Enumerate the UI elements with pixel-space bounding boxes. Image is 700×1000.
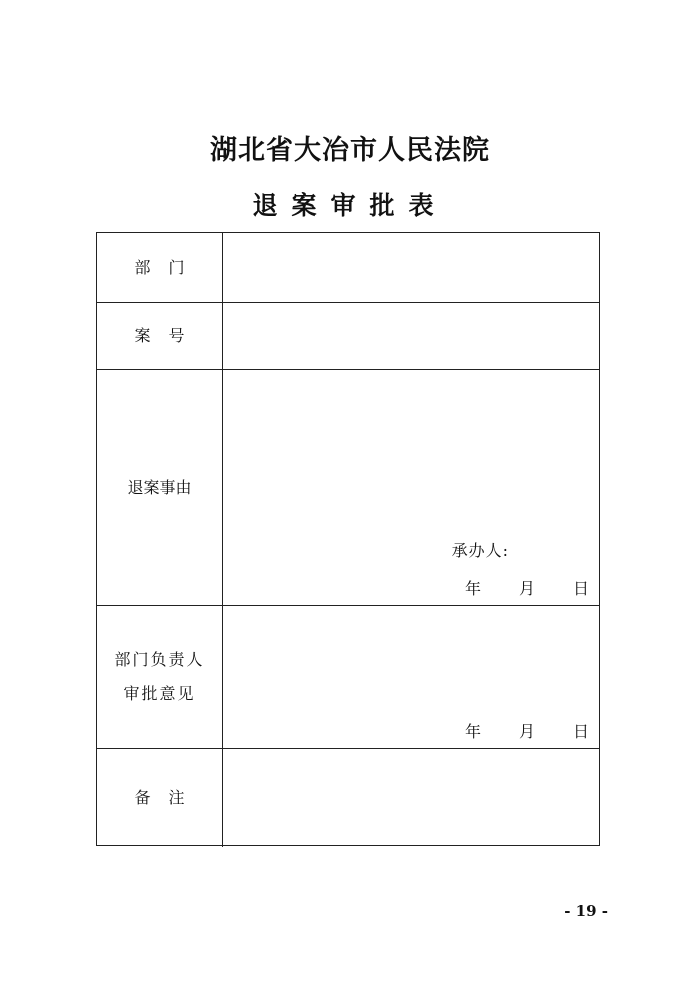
row-approval (97, 606, 599, 749)
approval-label-line2: 审批意见 (123, 684, 196, 703)
approval-date-day: 日 (572, 722, 589, 741)
page-number: - 19 - (564, 902, 608, 920)
reason-date-line (465, 576, 589, 599)
row-case-number (97, 303, 599, 370)
approval-date-month: 月 (518, 722, 535, 741)
case-number-label: 案号 (97, 303, 223, 369)
row-reason (97, 370, 599, 606)
department-label: 部门 (97, 233, 223, 302)
remarks-value-cell[interactable] (223, 749, 599, 847)
approval-value-cell[interactable] (223, 606, 599, 748)
reason-value-cell[interactable] (223, 370, 599, 605)
reason-date-day: 日 (572, 579, 589, 598)
approval-date-year: 年 (464, 722, 481, 741)
reason-date-year: 年 (464, 579, 481, 598)
approval-date-line (465, 719, 589, 742)
row-remarks (97, 749, 599, 847)
handler-label: 承办人: (451, 541, 509, 560)
org-title: 湖北省大冶市人民法院 (210, 135, 490, 166)
approval-label (97, 606, 223, 748)
approval-label-line1: 部门负责人 (114, 650, 205, 669)
remarks-label: 备注 (97, 749, 223, 847)
row-department (97, 233, 599, 303)
approval-form-table (96, 232, 600, 846)
reason-date-month: 月 (518, 579, 535, 598)
department-value-cell[interactable] (223, 233, 599, 302)
form-title: 退案审批表 (252, 191, 448, 220)
reason-label: 退案事由 (97, 370, 223, 605)
case-number-value-cell[interactable] (223, 303, 599, 369)
